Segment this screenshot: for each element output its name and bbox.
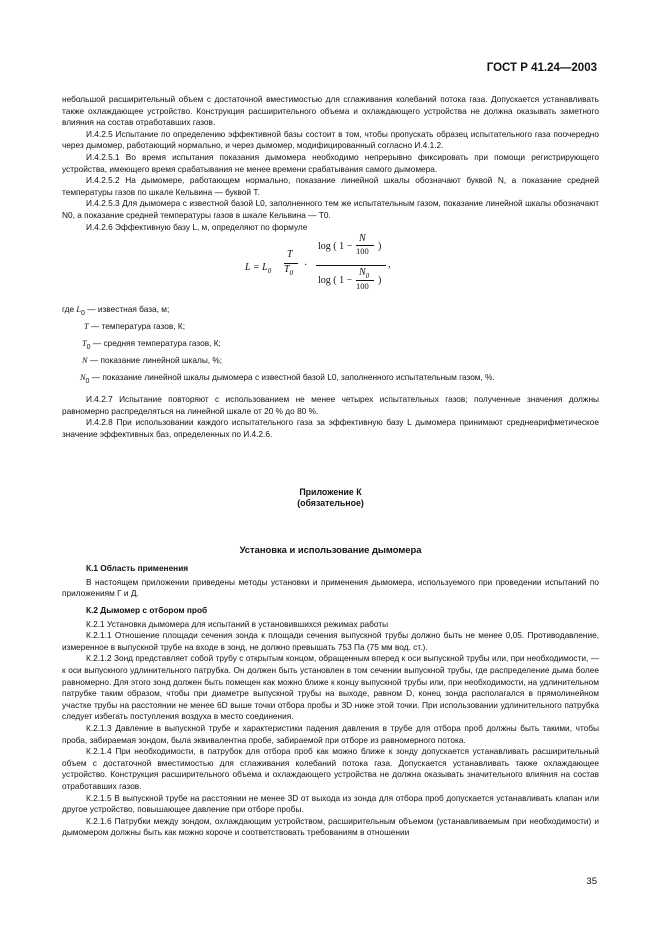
paragraph: И.4.2.7 Испытание повторяют с использованием не менее четырех испытательных газов; полученные значения должны равномерно распределяться на линейной шкале от 20 % до 80 %. bbox=[62, 394, 599, 416]
annex-title: Установка и использование дымомера bbox=[239, 543, 422, 555]
symbol-definitions bbox=[62, 303, 599, 388]
section-heading-k2: К.2 Дымомер с отбором проб bbox=[86, 605, 208, 616]
formula-log-numerator: log ( 1 − bbox=[318, 241, 353, 253]
formula-t: T bbox=[287, 249, 293, 261]
formula-dot: · bbox=[304, 260, 308, 272]
paragraph: И.4.2.5.3 Для дымомера с известной базой L0, заполненного тем же испытательным газом, показание линейной шкалы обозначают N0, а показание средней температуры газов в шкале Кельвина — T0. bbox=[62, 198, 599, 220]
paragraph: И.4.2.5.2 На дымомере, работающем нормально, показание линейной шкалы обозначают буквой N, а показание средней температуры газов по шкале Кельвина — буквой T. bbox=[62, 175, 599, 197]
formula-close: ) bbox=[378, 241, 382, 253]
definition-n0: $N_0$ — показание линейной шкалы дымомера с известной базой L0, заполненного испытательным газом, %. bbox=[80, 372, 495, 386]
formula-close: ) bbox=[378, 275, 382, 287]
paragraph: И.4.2.5 Испытание по определению эффективной базы состоит в том, чтобы пропускать образец испытательного газа поочередно через дымомер, работающий нормально, и через дымомер, модифицированный согласно И.4.1.2. bbox=[62, 128, 599, 151]
annex-heading: Приложение К (обязательное) bbox=[297, 486, 364, 509]
paragraph: И.4.2.6 Эффективную базу L, м, определяют по формуле bbox=[86, 221, 308, 232]
paragraph: К.2.1.4 При необходимости, в патрубок для отбора проб как можно ближе к зонду допускается устанавливать расширительный объем с достаточной вместимостью для сглаживания колебаний потока газа. Допускается устанавливать также охлаждающее устройство. Конструкция расширительного объема и охлаждающего устройства не должна оказывать значительного влияния на состав отработавших газов. bbox=[62, 746, 599, 791]
standard-header: ГОСТ Р 41.24—2003 bbox=[486, 62, 597, 74]
definition-l0: где $L_0$ — известная база, м; bbox=[62, 304, 170, 318]
paragraph: небольшой расширительный объем с достаточной вместимостью для сглаживания колебаний потока газа. Допускается устанавливать также охлаждающее устройство. Конструкция расширительного объема и охлаждающего устройства не должна оказывать заметного влияния на состав отработавших газов. bbox=[62, 94, 599, 128]
paragraph: И.4.2.5.1 Во время испытания показания дымомера необходимо непрерывно фиксировать при помощи регистрирующего устройства, имеющего время срабатывания не менее времени срабатывания самого дымомера. bbox=[62, 151, 599, 174]
document-body bbox=[62, 94, 599, 839]
definition-t0: $T_0$ — средняя температура газов, К; bbox=[82, 338, 221, 352]
paragraph: К.2.1 Установка дымомера для испытаний в установившихся режимах работы bbox=[86, 618, 389, 629]
paragraph: К.2.1.2 Зонд представляет собой трубу с открытым концом, обращенным вперед к оси выпускной трубы или, при необходимости, — к оси выпускного удлинительного патрубка. Он должен быть установлен в том сечении выпускной трубы, где распределение дыма более равномерно. Для этого зонд должен быть помещен как можно ближе к концу выпускной трубы или, при необходимости, на удлинительном патрубке таким образом, чтобы при диаметре выпускной трубы на выходе, равном D, конец зонда располагался в прямолинейном участке трубы на расстоянии не менее 6D выше точки отбора пробы и 3D ниже этой точки. При использовании удлинительного патрубка следует избегать поступления воздуха в место соединения. bbox=[62, 653, 599, 722]
paragraph: К.2.1.6 Патрубки между зондом, охлаждающим устройством, расширительным объемом (устанавливаемым при необходимости) и дымомером должны быть как можно короче и соответствовать требованиям в отношении bbox=[62, 815, 599, 838]
paragraph: И.4.2.8 При использовании каждого испытательного газа за эффективную базу L дымомера принимают среднеарифметическое значение эффективных баз, определенных по И.4.2.6. bbox=[62, 417, 599, 439]
formula-n0: $N_0$ bbox=[359, 267, 370, 281]
section-heading-k1: К.1 Область применения bbox=[86, 563, 189, 574]
effective-base-formula bbox=[62, 233, 599, 299]
formula-n: N bbox=[359, 233, 366, 245]
formula-100: 100 bbox=[356, 281, 369, 292]
formula-comma: , bbox=[388, 259, 391, 271]
formula-lhs: $L = L_0$ bbox=[245, 262, 272, 276]
paragraph: В настоящем приложении приведены методы установки и применения дымомера, используемого при проведении испытаний по приложениям Г и Д. bbox=[62, 576, 599, 599]
formula-t0: $T_0$ bbox=[284, 264, 294, 278]
definition-t: T — температура газов, К; bbox=[84, 321, 186, 332]
paragraph: К.2.1.3 Давление в выпускной трубе и характеристики падения давления в трубе для отбора проб должны быть такими, чтобы проба, забираемая зондом, была эквивалентна пробе, забираемой при отборе из равномерного потока. bbox=[62, 723, 599, 745]
paragraph: К.2.1.1 Отношение площади сечения зонда к площади сечения выпускной трубы должно быть не менее 0,05. Противодавление, измеренное в выпускной трубе на входе в зонд, не должно превышать 753 Па (75 мм вод. ст.). bbox=[62, 630, 599, 652]
paragraph: К.2.1.5 В выпускной трубе на расстоянии не менее 3D от выхода из зонда для отбора проб допускается устанавливать клапан или другое устройство, повышающее давление при отборе пробы. bbox=[62, 792, 599, 815]
page-number: 35 bbox=[586, 876, 597, 887]
formula-log-denominator: log ( 1 − bbox=[318, 275, 353, 287]
definition-n: N — показание линейной шкалы, %; bbox=[82, 355, 223, 366]
formula-100: 100 bbox=[356, 246, 369, 257]
